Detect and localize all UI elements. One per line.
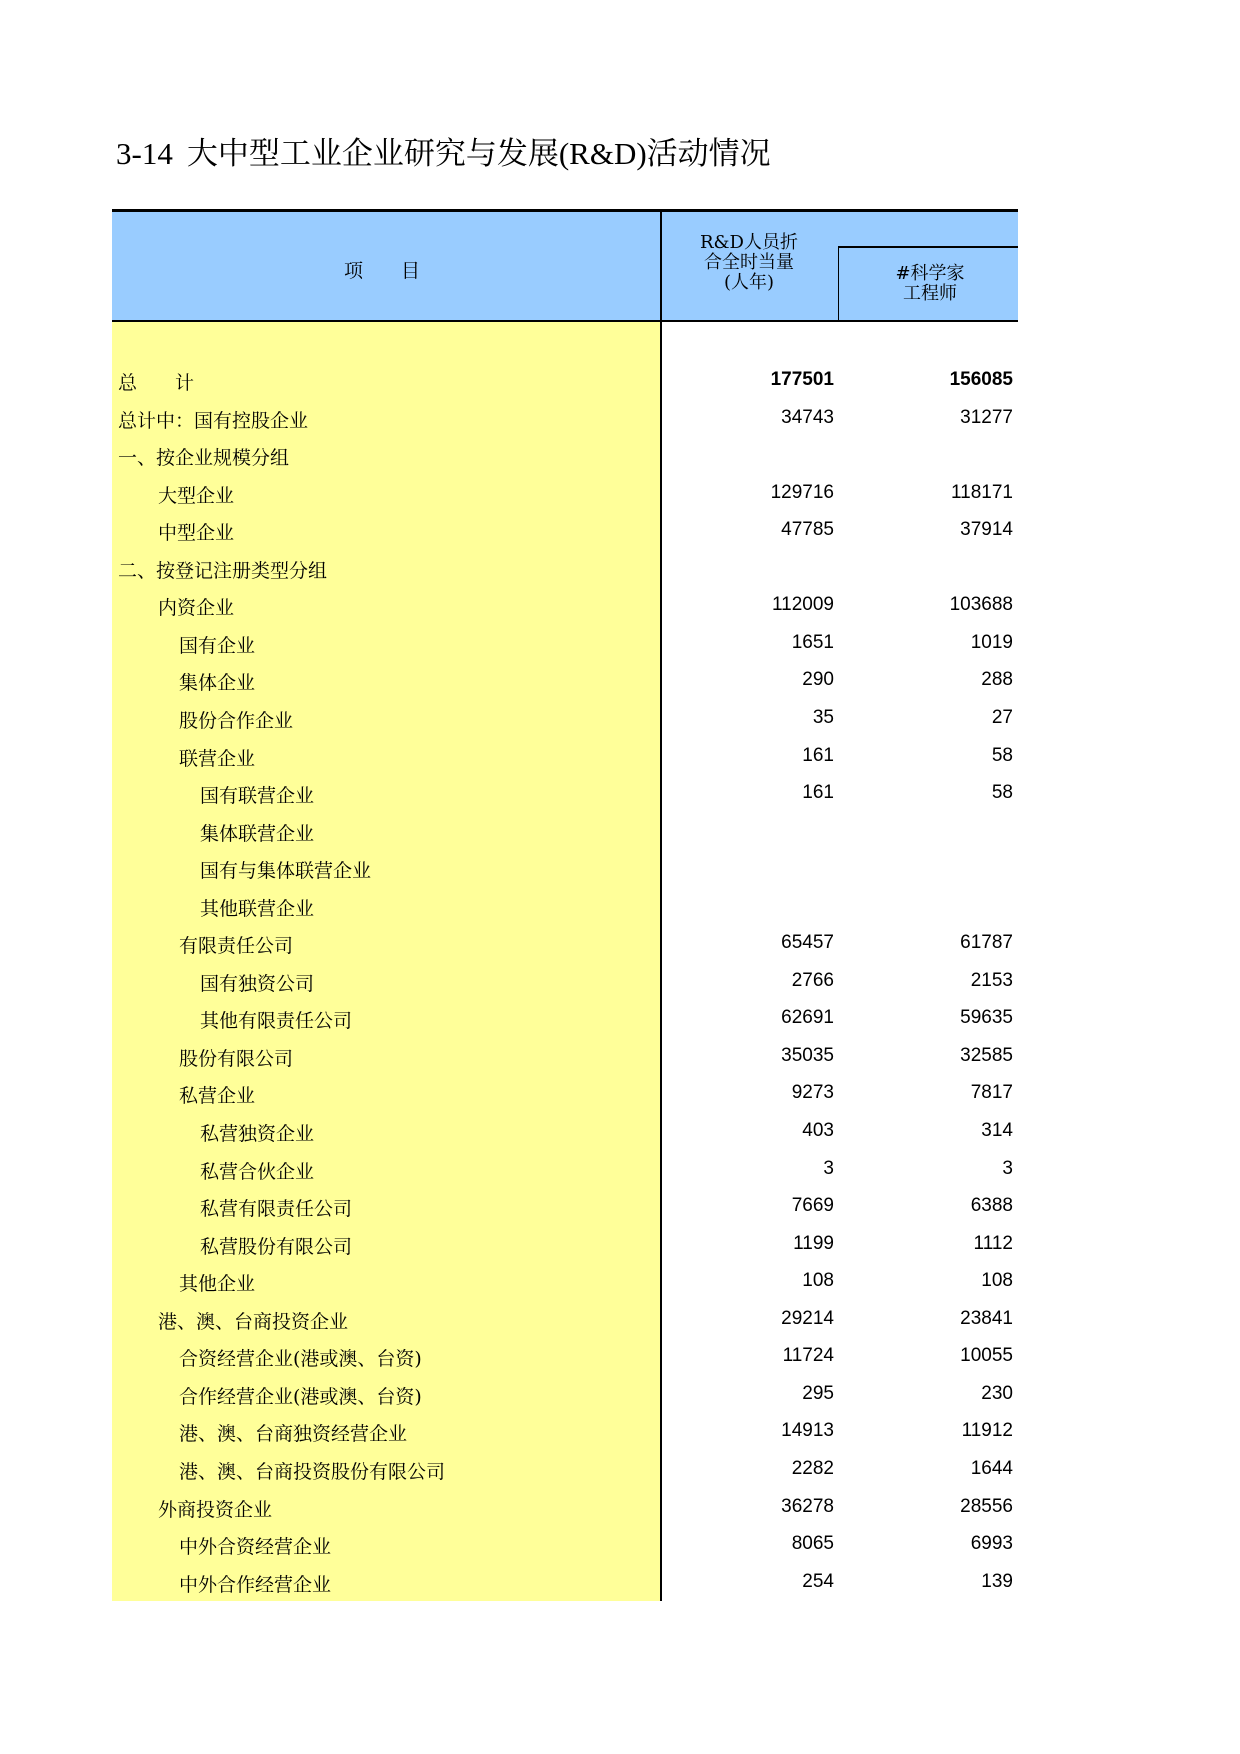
subheader-left-divider (838, 247, 839, 322)
table-row (112, 700, 1018, 737)
table-row (112, 1000, 1018, 1037)
table-row (112, 1113, 1018, 1150)
table-row (112, 925, 1018, 962)
row-label: 合作经营企业(港或澳、台资) (179, 1385, 422, 1408)
row-label: 其他联营企业 (200, 897, 315, 920)
row-label: 私营合伙企业 (200, 1160, 315, 1183)
table-title: 大中型工业企业研究与发展(R&D)活动情况 (186, 136, 771, 171)
row-label: 外商投资企业 (158, 1498, 273, 1521)
table-row (112, 888, 1018, 925)
scientists-engineers-value: 58 (991, 744, 1013, 766)
rd-personnel-value: 161 (802, 782, 834, 804)
row-label: 集体企业 (179, 672, 256, 695)
header-rd-personnel (664, 233, 834, 293)
rd-personnel-value: 1199 (793, 1232, 834, 1254)
table-row (112, 963, 1018, 1000)
table-row (112, 1489, 1018, 1526)
table-row (112, 1075, 1018, 1112)
scientists-engineers-value: 6388 (970, 1195, 1013, 1217)
table-number: 3-14 (116, 136, 173, 171)
statistics-table (112, 209, 1018, 1601)
scientists-engineers-value: 1644 (970, 1457, 1013, 1479)
row-label: 集体联营企业 (200, 822, 315, 845)
scientists-engineers-value: 288 (981, 669, 1013, 691)
scientists-engineers-value: 314 (981, 1120, 1013, 1141)
rd-personnel-value: 129716 (770, 481, 834, 503)
row-label: 二、按登记注册类型分组 (118, 559, 328, 582)
scientists-engineers-value: 11912 (961, 1420, 1013, 1442)
rd-personnel-value: 36278 (781, 1495, 834, 1517)
table-row (112, 813, 1018, 850)
scientists-engineers-value: 118171 (951, 481, 1013, 503)
scientists-engineers-value: 59635 (960, 1007, 1013, 1029)
rd-personnel-value: 403 (802, 1120, 834, 1141)
rd-personnel-value: 2766 (791, 969, 834, 991)
scientists-engineers-value: 103688 (949, 594, 1013, 616)
rd-personnel-value: 161 (802, 744, 834, 766)
table-row (112, 1301, 1018, 1338)
table-row (112, 850, 1018, 887)
row-label: 合资经营企业(港或澳、台资) (179, 1348, 422, 1371)
row-label: 一、按企业规模分组 (118, 447, 290, 470)
row-label: 中外合作经营企业 (179, 1573, 332, 1596)
rd-personnel-value: 11724 (782, 1345, 834, 1367)
scientists-engineers-value: 10055 (960, 1345, 1013, 1367)
scientists-engineers-value: 2153 (970, 969, 1013, 991)
scientists-engineers-value: 31277 (960, 406, 1013, 428)
table-row (112, 1413, 1018, 1450)
table-row (112, 775, 1018, 812)
row-label: 港、澳、台商投资股份有限公司 (179, 1460, 446, 1483)
table-row (112, 587, 1018, 624)
table-row (112, 738, 1018, 775)
rd-personnel-value: 35 (812, 706, 834, 728)
table-row (112, 1338, 1018, 1375)
table-row (112, 512, 1018, 549)
row-label: 私营企业 (179, 1085, 256, 1108)
row-label: 国有联营企业 (200, 785, 315, 808)
header-item-label: 项 目 (344, 260, 421, 282)
rd-personnel-value: 9273 (791, 1082, 834, 1104)
rd-personnel-value: 7669 (791, 1195, 834, 1217)
table-row (112, 1564, 1018, 1601)
header-scientists-engineers (842, 264, 1018, 304)
header-sci-line: #科学家 (895, 263, 965, 284)
table-row (112, 362, 1018, 399)
rd-personnel-value: 108 (802, 1270, 834, 1292)
rd-personnel-value: 112009 (772, 594, 834, 616)
row-label: 国有与集体联营企业 (200, 860, 372, 883)
rd-personnel-value: 34743 (781, 406, 834, 428)
rd-personnel-value: 65457 (781, 932, 834, 954)
scientists-engineers-value: 7817 (970, 1082, 1013, 1104)
scientists-engineers-value: 139 (981, 1570, 1013, 1592)
row-label: 内资企业 (158, 597, 235, 620)
table-row (112, 1526, 1018, 1563)
scientists-engineers-value: 3 (1002, 1157, 1013, 1179)
rd-personnel-value: 14913 (781, 1420, 834, 1442)
table-row (112, 1451, 1018, 1488)
row-label: 有限责任公司 (179, 935, 294, 958)
table-row (112, 1263, 1018, 1300)
header-sci-line: 工程师 (903, 283, 957, 304)
scientists-engineers-value: 32585 (960, 1044, 1013, 1066)
table-row (112, 1226, 1018, 1263)
row-label: 股份有限公司 (179, 1047, 294, 1070)
scientists-engineers-value: 27 (991, 706, 1013, 728)
scientists-engineers-value: 230 (981, 1382, 1013, 1404)
row-label: 中外合资经营企业 (179, 1536, 332, 1559)
page-title (116, 128, 771, 173)
row-label: 港、澳、台商独资经营企业 (179, 1423, 408, 1446)
rd-personnel-value: 2282 (791, 1457, 834, 1479)
row-label: 联营企业 (179, 747, 256, 770)
row-label: 总计中：国有控股企业 (118, 409, 309, 432)
rd-personnel-value: 177501 (770, 369, 834, 390)
row-label: 大型企业 (158, 484, 235, 507)
rd-personnel-value: 62691 (781, 1007, 834, 1029)
table-row (112, 1376, 1018, 1413)
row-label: 总 计 (118, 372, 195, 394)
row-label: 其他企业 (179, 1273, 256, 1296)
scientists-engineers-value: 108 (981, 1270, 1013, 1292)
row-label: 国有独资公司 (200, 972, 315, 995)
header-rd-line: 合全时当量 (704, 252, 794, 273)
rd-personnel-value: 47785 (781, 519, 834, 541)
row-label: 港、澳、台商投资企业 (158, 1310, 349, 1333)
scientists-engineers-value: 1019 (970, 631, 1013, 653)
table-row (112, 550, 1018, 587)
table-row (112, 437, 1018, 474)
table-row (112, 400, 1018, 437)
scientists-engineers-value: 37914 (960, 519, 1013, 541)
header-rd-line: R&D人员折 (699, 232, 798, 253)
scientists-engineers-value: 58 (991, 782, 1013, 804)
table-row (112, 1151, 1018, 1188)
rd-personnel-value: 8065 (791, 1533, 834, 1555)
table-row (112, 1038, 1018, 1075)
rd-personnel-value: 35035 (781, 1044, 834, 1066)
header-rd-line: (人年) (723, 272, 775, 293)
row-label: 其他有限责任公司 (200, 1010, 353, 1033)
row-label: 私营独资企业 (200, 1123, 315, 1145)
scientists-engineers-value: 61787 (960, 932, 1013, 954)
row-label: 私营有限责任公司 (200, 1198, 353, 1221)
table-row (112, 1188, 1018, 1225)
scientists-engineers-value: 1112 (973, 1232, 1013, 1254)
table-row (112, 662, 1018, 699)
scientists-engineers-value: 28556 (960, 1495, 1013, 1517)
scientists-engineers-value: 156085 (949, 369, 1013, 390)
subheader-divider (838, 246, 1018, 248)
row-label: 私营股份有限公司 (200, 1235, 353, 1258)
rd-personnel-value: 1651 (791, 631, 834, 653)
scientists-engineers-value: 6993 (970, 1533, 1013, 1555)
row-label: 中型企业 (158, 522, 235, 545)
rd-personnel-value: 295 (802, 1382, 834, 1404)
row-label: 国有企业 (179, 634, 256, 657)
row-label: 股份合作企业 (179, 709, 294, 732)
rd-personnel-value: 254 (802, 1570, 834, 1592)
table-row (112, 475, 1018, 512)
rd-personnel-value: 290 (802, 669, 834, 691)
rd-personnel-value: 29214 (781, 1307, 834, 1329)
rd-personnel-value: 3 (823, 1157, 834, 1179)
table-row (112, 625, 1018, 662)
header-item-cell (112, 209, 660, 322)
scientists-engineers-value: 23841 (960, 1307, 1013, 1329)
